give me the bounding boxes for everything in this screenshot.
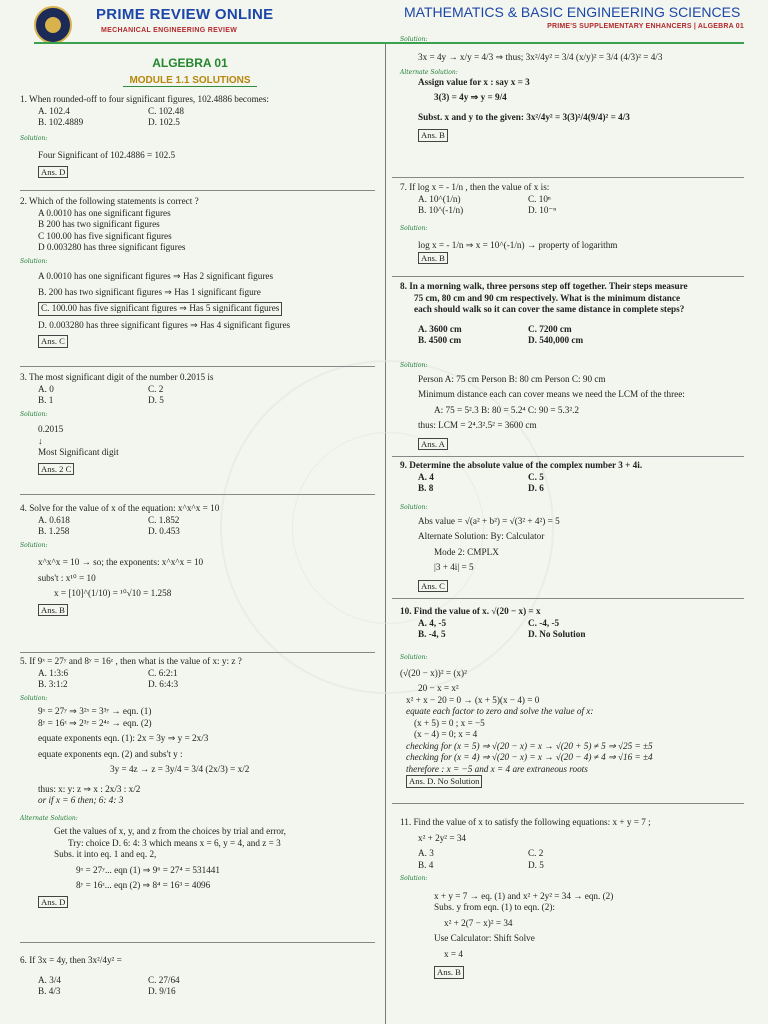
answer-box: Ans. A: [418, 438, 448, 451]
solution-step: Most Significant digit: [38, 447, 119, 457]
solution-step: Mode 2: CMPLX: [434, 546, 499, 557]
answer-box: Ans. 2 C: [38, 463, 74, 476]
solution-step: 0.2015: [38, 424, 64, 434]
solution-step: Subs. y from eqn. (1) to eqn. (2):: [434, 902, 555, 912]
choice-a: A. 0: [38, 383, 54, 394]
choice-c: C. 27/64: [148, 974, 180, 985]
solution-step: D. 0.003280 has three significant figures ⇒ Has 4 significant figures: [38, 319, 291, 330]
solution-step: Minimum distance each can cover means we need the LCM of the three:: [418, 389, 685, 399]
solution-step: x² + 2(7 − x)² = 34: [444, 917, 513, 928]
question-text: 8. In a morning walk, three persons step off together. Their steps measure: [400, 281, 688, 291]
solution-step: B. 200 has two significant figures ⇒ Has 1 significant figure: [38, 286, 261, 297]
solution-step-highlight: C. 100.00 has five significant figures ⇒ Has 5 significant figures: [38, 302, 282, 316]
choice-c: C. 7200 cm: [528, 323, 572, 334]
solution-step: 8ʸ = 16ᶻ ⇒ 2³ʸ = 2⁴ᶻ → eqn. (2): [38, 717, 152, 728]
solution-step: A: 75 = 5².3 B: 80 = 5.2⁴ C: 90 = 5.3².2: [434, 404, 579, 415]
solution-step: 3x = 4y → x/y = 4/3 ⇒ thus; 3x²/4y² = 3/4 (x/y)² = 3/4 (4/3)² = 4/3: [418, 51, 663, 62]
question-2: [20, 196, 372, 348]
header-right: [404, 4, 744, 30]
solution-step: |3 + 4i| = 5: [434, 562, 474, 572]
question-text: 1. When rounded-off to four significant figures, 102.4886 becomes:: [20, 94, 269, 104]
solution-step: 20 − x = x²: [418, 683, 459, 693]
separator: [392, 598, 744, 599]
header-left: [34, 4, 384, 46]
choice-a: A. 3600 cm: [418, 323, 462, 334]
choice-a: A. 3/4: [38, 974, 61, 985]
question-text: 3. The most significant digit of the number 0.2015 is: [20, 372, 214, 382]
separator: [20, 942, 375, 943]
solution-step: log x = - 1/n ⇒ x = 10^(-1/n) → property of logarithm: [418, 240, 618, 250]
solution-label: Solution:: [400, 875, 428, 882]
question-text: 7. If log x = - 1/n , then the value of x is:: [400, 182, 550, 192]
separator: [20, 494, 375, 495]
choice-a: A. 4, -5: [418, 617, 447, 628]
separator: [392, 276, 744, 277]
solution-step: Person A: 75 cm Person B: 80 cm Person C: 90 cm: [418, 373, 606, 384]
separator: [20, 190, 375, 191]
choice-b: B. 1: [38, 395, 54, 405]
choice-d: D. 6: [528, 483, 544, 493]
solution-label: Solution:: [20, 257, 48, 265]
solution-step: or if x = 6 then; 6: 4: 3: [38, 795, 124, 805]
solution-step: checking for (x = 5) ⇒ √(20 − x) = x → √(20 + 5) ≠ 5 ⇒ √25 = ±5: [406, 740, 653, 751]
question-7: [400, 182, 740, 264]
choice-a: A. 3: [418, 848, 434, 858]
choice-b: B. -4, 5: [418, 629, 446, 639]
choice-a: A. 102.4: [38, 105, 70, 116]
choice-b: B. 4: [418, 859, 434, 870]
choice-d: D 0.003280 has three significant figures: [38, 242, 186, 252]
solution-label: Solution:: [20, 134, 48, 142]
choice-b: B. 10^(-1/n): [418, 205, 464, 215]
question-text: each should walk so it can cover the same distance in complete steps?: [414, 304, 685, 314]
choice-d: D. 10⁻ⁿ: [528, 205, 557, 215]
answer-box: Ans. B: [434, 966, 464, 979]
answer-box: Ans. B: [418, 129, 448, 142]
solution-step: therefore : x = −5 and x = 4 are extraneous roots: [406, 763, 588, 774]
solution-step: x^x^x = 10 → so; the exponents: x^x^x = 10: [38, 557, 204, 567]
solution-step: Use Calculator: Shift Solve: [434, 933, 535, 943]
separator: [20, 652, 375, 653]
solution-step: 9ˣ = 27ʸ... eqn (1) ⇒ 9⁶ = 27⁴ = 531441: [76, 864, 220, 875]
choice-d: D. 5: [528, 859, 544, 870]
question-9-solution: [400, 504, 740, 592]
separator: [392, 456, 744, 457]
choice-c: C. 102.48: [148, 105, 184, 116]
subject-subtitle: PRIME'S SUPPLEMENTARY ENHANCERS | ALGEBRA 01: [547, 23, 744, 30]
question-text: 5. If 9ˣ = 27ʸ and 8ʸ = 16ᶻ , then what is the value of x: y: z ?: [20, 656, 242, 666]
solution-label: Solution:: [20, 541, 48, 549]
choice-d: D. 540,000 cm: [528, 335, 584, 345]
question-text: 75 cm, 80 cm and 90 cm respectively. What is the minimum distance: [414, 292, 681, 303]
solution-step: x = 4: [444, 948, 463, 959]
solution-step: Assign value for x : say x = 3: [418, 76, 530, 87]
solution-label: Solution:: [20, 410, 48, 418]
separator: [392, 803, 744, 804]
brand-subtitle: MECHANICAL ENGINEERING REVIEW: [101, 27, 238, 34]
solution-step: (x + 5) = 0 ; x = −5: [414, 717, 485, 728]
answer-box: Ans. C: [418, 580, 448, 593]
question-3: [20, 372, 372, 475]
choice-b: B. 102.4889: [38, 117, 84, 127]
choice-b: B. 4/3: [38, 986, 61, 996]
solution-step: Alternate Solution: By: Calculator: [418, 531, 545, 541]
question-text: 6. If 3x = 4y, then 3x²/4y² =: [20, 955, 122, 965]
answer-box: Ans. B: [418, 252, 448, 265]
solution-label: Solution:: [400, 504, 428, 511]
answer-box: Ans. D: [38, 166, 68, 179]
choice-d: D. No Solution: [528, 629, 586, 639]
institute-logo: [34, 6, 72, 44]
alternate-solution-label: Alternate Solution:: [400, 69, 458, 76]
choice-c: C. -4, -5: [528, 617, 560, 628]
question-text: 2. Which of the following statements is correct ?: [20, 196, 199, 206]
solution-step: thus: x: y: z ⇒ x : 2x/3 : x/2: [38, 783, 141, 794]
solution-step: Abs value = √(a² + b²) = √(3² + 4²) = 5: [418, 515, 560, 526]
separator: [20, 366, 375, 367]
solution-step: x + y = 7 → eq. (1) and x² + 2y² = 34 → eqn. (2): [434, 890, 614, 901]
choice-c: C. 6:2:1: [148, 667, 178, 678]
answer-box: Ans. B: [38, 604, 68, 617]
solution-label: Solution:: [400, 654, 428, 661]
choice-b: B. 4500 cm: [418, 335, 462, 345]
question-6: [20, 955, 372, 998]
choice-a: A. 1:3:6: [38, 667, 69, 678]
question-text: 11. Find the value of x to satisfy the following equations: x + y = 7 ;: [400, 817, 651, 827]
question-1: [20, 94, 372, 178]
solution-step: x² + x − 20 = 0 → (x + 5)(x − 4) = 0: [406, 694, 540, 705]
down-arrow-icon: ↓: [38, 435, 43, 446]
choice-c: C. 2: [528, 848, 544, 858]
question-6-solution: [400, 36, 740, 142]
solution-step: Four Significant of 102.4886 = 102.5: [38, 150, 176, 160]
question-8: [400, 281, 740, 347]
choice-a: A. 0.618: [38, 514, 70, 525]
solution-step: equate exponents eqn. (1): 2x = 3y ⇒ y = 2x/3: [38, 733, 209, 743]
question-10-solution: [400, 654, 740, 788]
solution-step: thus: LCM = 2⁴.3².5² = 3600 cm: [418, 420, 537, 430]
alternate-solution-label: Alternate Solution:: [20, 814, 78, 822]
question-text: 9. Determine the absolute value of the complex number 3 + 4i.: [400, 460, 643, 470]
choice-d: D. 102.5: [148, 117, 180, 127]
solution-step: 3(3) = 4y ⇒ y = 9/4: [434, 92, 507, 102]
question-5: [20, 656, 372, 908]
solution-label: Solution:: [400, 36, 428, 43]
solution-step: (x − 4) = 0; x = 4: [414, 729, 478, 739]
solution-step: (√(20 − x))² = (x)²: [400, 667, 467, 678]
separator: [392, 177, 744, 178]
choice-b: B. 1.258: [38, 526, 70, 536]
answer-box: Ans. D. No Solution: [406, 775, 482, 788]
question-10: [400, 606, 740, 641]
question-11: [400, 817, 740, 979]
question-8-solution: [400, 362, 740, 450]
solution-step: subs't : x¹⁰ = 10: [38, 572, 96, 583]
solution-label: Solution:: [400, 224, 428, 232]
choice-b: B. 3:1:2: [38, 679, 68, 689]
choice-a: A. 10^(1/n): [418, 193, 461, 204]
solution-step: Get the values of x, y, and z from the choices by trial and error,: [54, 826, 286, 836]
brand-title: PRIME REVIEW ONLINE: [96, 6, 274, 23]
title-line2: MODULE 1.1 SOLUTIONS: [123, 75, 256, 87]
choice-b: B 200 has two significant figures: [38, 219, 160, 229]
subject-title: MATHEMATICS & BASIC ENGINEERING SCIENCES: [404, 4, 741, 20]
title-line1: ALGEBRA 01: [152, 56, 228, 70]
solution-step: equate exponents eqn. (2) and subs't y :: [38, 748, 183, 759]
question-9: [400, 460, 740, 495]
question-text: 4. Solve for the value of x of the equation: x^x^x = 10: [20, 503, 220, 513]
choice-c: C. 5: [528, 471, 544, 482]
question-text: x² + 2y² = 34: [418, 832, 467, 843]
solution-label: Solution:: [400, 362, 428, 369]
answer-box: Ans. C: [38, 335, 68, 348]
solution-step: Subst. x and y to the given: 3x²/4y² = 3(3)²/4(9/4)² = 4/3: [418, 111, 630, 122]
solution-step: Try: choice D. 6: 4: 3 which means x = 6, y = 4, and z = 3: [68, 837, 281, 848]
choice-d: D. 0.453: [148, 526, 180, 536]
solution-step: checking for (x = 4) ⇒ √(20 − x) = x → √(20 − 4) ≠ 4 ⇒ √16 = ±4: [406, 752, 653, 762]
module-title: [90, 56, 290, 88]
choice-a: A 0.0010 has one significant figures: [38, 207, 171, 218]
choice-c: C. 1.852: [148, 514, 180, 525]
choice-d: D. 5: [148, 395, 164, 405]
solution-label: Solution:: [20, 694, 48, 702]
choice-c: C. 10ⁿ: [528, 193, 551, 204]
solution-step: A 0.0010 has one significant figures ⇒ Has 2 significant figures: [38, 271, 274, 281]
answer-box: Ans. D: [38, 896, 68, 909]
solution-step: x = [10]^(1/10) = ¹⁰√10 = 1.258: [54, 588, 172, 598]
choice-c: C. 2: [148, 383, 164, 394]
question-text: 10. Find the value of x. √(20 − x) = x: [400, 606, 541, 616]
solution-step: equate each factor to zero and solve the value of x:: [406, 706, 594, 716]
question-4: [20, 503, 372, 616]
choice-c: C 100.00 has five significant figures: [38, 230, 172, 241]
choice-d: D. 6:4:3: [148, 679, 179, 689]
choice-b: B. 8: [418, 483, 434, 493]
solution-step: 9ˣ = 27ʸ ⇒ 3²ˣ = 3³ʸ → eqn. (1): [38, 706, 152, 716]
solution-step: 8ʸ = 16ᶻ... eqn (2) ⇒ 8⁴ = 16³ = 4096: [76, 880, 211, 890]
choice-a: A. 4: [418, 471, 434, 482]
solution-step: 3y = 4z → z = 3y/4 = 3/4 (2x/3) = x/2: [110, 764, 250, 774]
choice-d: D. 9/16: [148, 986, 176, 996]
solution-step: Subs. it into eq. 1 and eq. 2,: [54, 849, 157, 859]
